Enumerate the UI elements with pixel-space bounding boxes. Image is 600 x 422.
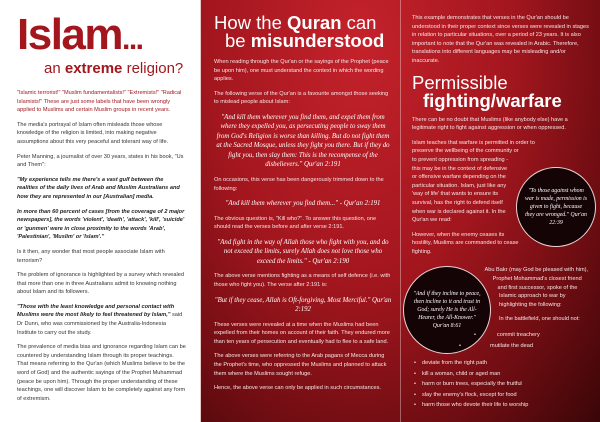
paragraph bbox=[17, 303, 186, 337]
list-item: • deviate from the right path bbox=[412, 358, 592, 369]
list-item: • kill a woman, child or aged man bbox=[412, 369, 592, 380]
quran-quote: "And kill them wherever you find them..." - Qur'an 2:191 bbox=[225, 200, 381, 208]
quote-circle: "And if they incline to peace, then incline to it and trust in God; surely He is the All-Hearer, the All-Knower." Qur'an 8:61 bbox=[403, 266, 491, 354]
paragraph: The following verse of the Qur'an is a favourite amongst those seeking to mislead people about Islam: bbox=[214, 90, 389, 106]
list-item: • harm those who devote their life to worship bbox=[412, 400, 592, 411]
paragraph: On occasions, this verse has been dangerously trimmed down to the following: bbox=[214, 176, 384, 192]
list-item: • harm or burn trees, especially the fruitful bbox=[412, 379, 592, 390]
right-column bbox=[400, 0, 600, 422]
quote: In more than 60 percent of cases [from the coverage of 2 major newspapers], the words 'violent', 'death', 'attack', 'kill', 'suicide' or 'gunmen' were in close proximity to the words 'Arab', 'Palestinian', 'Muslim' or 'Islam'." bbox=[17, 208, 185, 241]
middle-column bbox=[200, 0, 400, 422]
section-heading: Permissible fighting/warfare bbox=[412, 71, 562, 111]
page-title: Islam... bbox=[17, 10, 143, 59]
list-item: • commit treachery bbox=[472, 330, 592, 341]
left-column bbox=[0, 0, 200, 422]
list-item: • mutilate the dead bbox=[457, 341, 592, 352]
paragraph: This example demonstrates that verses in the Qur'an should be understood in their proper context since verses were revealed in stages in relation to particular situations, over a period of 23 years. It is also important to note that the Qur'an was revealed in Arabic. Therefore, translations into different languages may be misleading and/or inaccurate. bbox=[412, 15, 589, 64]
paragraph: Islam teaches that warfare is permitted in order to preserve the wellbeing of the community or to prevent oppression from spreading - this may be in the context of defensive or offensive warfare depending on the particular situation. Islam, just like any 'way of life' that wants to ensure its survival, has the right to defend itself when war is declared against it. In the Qur'an we read: bbox=[412, 139, 535, 224]
paragraph: In the battlefield, one should not: bbox=[499, 316, 580, 323]
paragraph: Abu Bakr (may God be pleased with him), Prophet Mohammad's closest friend and first successor, spoke of the Islamic approach to war by highlighting the following: bbox=[484, 267, 589, 308]
quote-circle: "To those against whom war is made, permission is given to fight, because they are wronged." Qur'an 22:39 bbox=[516, 167, 596, 247]
paragraph: These verses were revealed at a time when the Muslims had been expelled from their homes on account of their faith. They endured more than ten years of persecution and eventually had to flee to a safe land. bbox=[214, 321, 390, 345]
page-subtitle: an extreme religion? bbox=[44, 60, 184, 77]
paragraph: Hence, the above verse can only be applied in such circumstances. bbox=[214, 385, 381, 392]
paragraph: When reading through the Qur'an or the sayings of the Prophet (peace be upon him), one must understand the context in which the wording applies. bbox=[214, 59, 389, 83]
list-item: • slay the enemy's flock, except for food bbox=[412, 390, 592, 401]
quran-quote: "And fight in the way of Allah those who fight with you, and do not exceed the limits, surely Allah does not love those who exceed the limits." - Qur'an 2:190 bbox=[217, 238, 389, 265]
paragraph: The above verse mentions fighting as a means of self defence (i.e. with those who fight you). The verse after 2:191 is: bbox=[214, 273, 391, 288]
paragraph: The obvious question is, "Kill who?". To answer this question, one should read the verses before and after verse 2:191. bbox=[214, 215, 377, 231]
section-heading: How the Quran can be misunderstood bbox=[214, 12, 385, 51]
quran-quote: "But if they cease, Allah is Oft-forgiving, Most Merciful." Qur'an 2:192 bbox=[214, 296, 392, 314]
paragraph: The above verses were referring to the Arab pagans of Mecca during the Prophet's time, who oppressed the Muslims and planned to attack them where the Muslims sought refuge. bbox=[214, 353, 387, 377]
paragraph-text: said Dr Dunn, who was commissioned by the Australia-Indonesia Institute to carry out the study. bbox=[17, 312, 183, 336]
quran-quote: "And kill them wherever you find them, and expel them from where they expelled you, as persecuting people to sway them from God's Religion is worse than killing. But do not fight them at the Sacred Mosque, unless they fight you there. But if they do fight you, then slay them: This is the recompense of the disbelievers." Qur'an 2:191 bbox=[216, 113, 390, 169]
quote: "Those with the least knowledge and personal contact with Muslims were the most likely to feel threatened by Islam," bbox=[17, 303, 175, 319]
paragraph: The prevalence of media bias and ignorance regarding Islam can be countered by understanding Islam through its proper teachings. That means referring to the Qur'an (which Muslims believe to be the word of God) and the authentic sayings of the Prophet Muhammad (peace be upon him). Through the proper understanding of these teachings, one will discover Islam to be completely against any form of extremism. bbox=[17, 344, 186, 402]
intro-paragraph: "Islamic terrorist!" "Muslim fundamentalists!" "Extremists!" "Radical Islamists!" These are just some labels that have been wrongly applied to Muslims and certain Muslim groups in recent years. bbox=[17, 90, 182, 114]
bullet-list bbox=[412, 358, 592, 411]
paragraph: There can be no doubt that Muslims (like anybody else) have a legitimate right to fight against aggression or when oppressed. bbox=[412, 116, 568, 132]
quote: "My experience tells me there's a vast gulf between the realities of the daily lives of Arab and Muslim Australians and how they are represented in our [Australian] media. bbox=[17, 176, 180, 200]
paragraph: Is it then, any wonder that most people associate Islam with terrorism? bbox=[17, 248, 165, 264]
paragraph: The problem of ignorance is highlighted by a survey which revealed that more than one in three Australians admit to knowing nothing about Islam and its followers. bbox=[17, 272, 184, 296]
paragraph: However, when the enemy ceases its hostility, Muslims are commanded to cease fighting. bbox=[412, 231, 519, 255]
paragraph: Peter Manning, a journalist of over 30 years, states in his book, "Us and Them": bbox=[17, 153, 184, 169]
paragraph: The media's portrayal of Islam often misleads those whose knowledge of the religion is limited, into making negative assumptions about this very peaceful and tolerant way of life. bbox=[17, 121, 169, 145]
